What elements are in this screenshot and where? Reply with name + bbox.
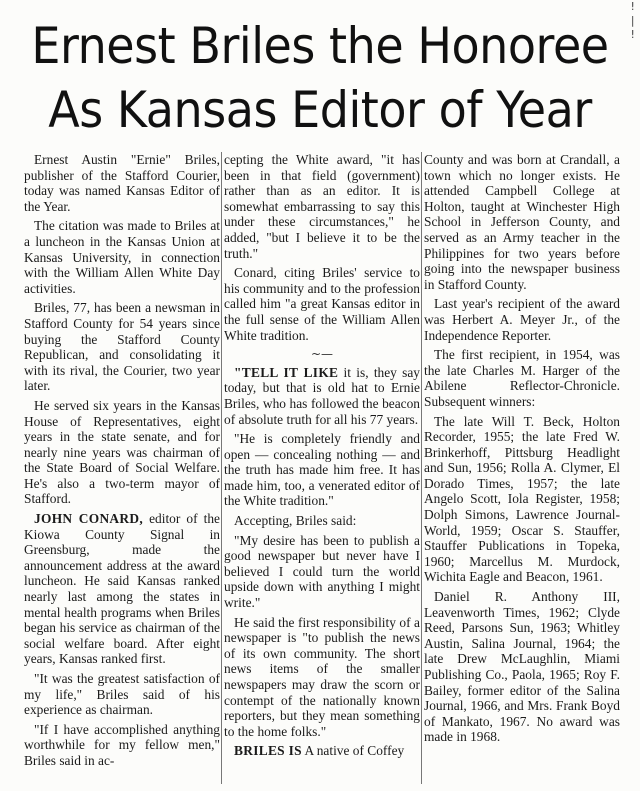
column-rule-2 [421, 152, 422, 784]
paragraph: County and was born at Crandall, a town which no longer exists. He attended Campbell College at Holton, taught at Winchester High School in Jefferson County, and served as an Army teacher in the Philippines for two years before going into the newspaper business in Stafford County. [424, 152, 620, 292]
paragraph: Daniel R. Anthony III, Leavenworth Times, 1962; Clyde Reed, Parsons Sun, 1963; Whitley Austin, Salina Journal, 1964; the late Drew McLaughlin, Miami Publishing Co., Paola, 1965; Roy F. Bailey, former editor of the Salina Journal, 1966, and Mrs. Frank Boyd of Mankato, 1967. No award was made in 1968. [424, 589, 620, 745]
paragraph [24, 511, 220, 667]
subhead-lead: BRILES IS [234, 743, 302, 759]
paragraph: Ernest Austin "Ernie" Briles, publisher of the Stafford Courier, today was named Kansas Editor of the Year. [24, 152, 220, 214]
paragraph-text: it is, they say today, but that is old hat to Ernie Briles, who has followed the beacon of absolute truth for all his 77 years. [224, 364, 420, 427]
paragraph: He said the first responsibility of a newspaper is "to publish the news of its own community. The short news items of the smaller newspapers may draw the scorn or contempt of the nationally known reporters, but they mean something to the home folks." [224, 614, 420, 739]
paragraph: Accepting, Briles said: [234, 513, 357, 529]
column-rule-1 [221, 152, 222, 784]
paragraph-text: editor of the Kiowa County Signal in Greensburg, made the announcement address at the award luncheon. He said Kansas ranked nearly last among the states in mental health programs when Briles began his service as chairman of the social welfare board. After eight years, Kansas ranked first. [24, 511, 220, 667]
paragraph: "It was the greatest satisfaction of my life," Briles said of his experience as chairman. [24, 671, 220, 718]
headline-line-1: Ernest Briles the Honoree [31, 17, 609, 75]
paragraph: The late Will T. Beck, Holton Recorder, 1955; the late Fred W. Brinkerhoff, Pittsburg Headlight and Sun, 1956; Rolla A. Clymer, El Dorado Times, 1957; the late Angelo Scott, Iola Register, 1958; Dolph Simons, Lawrence Journal-World, 1959; Oscar S. Stauffer, Stauffer Publications in Topeka, 1960; Marcellus M. Murdock, Wichita Eagle and Beacon, 1961. [424, 413, 620, 585]
paragraph: cepting the White award, "it has been in that field (government) rather than as an editor. It is somewhat embarrassing to say this under these circumstances," he added, "but I believe it to be the truth." [224, 152, 420, 261]
subhead-lead: "TELL IT LIKE [234, 364, 339, 380]
section-break-mark: ~— [310, 347, 334, 362]
margin-marks: ! | ! [629, 0, 636, 41]
paragraph: The first recipient, in 1954, was the late Charles M. Harger of the Abilene Reflector-Chronicle. Subsequent winners: [424, 347, 620, 409]
paragraph: Conard, citing Briles' service to his community and to the profession called him "a great Kansas editor in the full sense of the William Allen White tradition. [224, 265, 420, 343]
headline-line-2: As Kansas Editor of Year [48, 81, 592, 139]
paragraph: "He is completely friendly and open — concealing nothing — and the truth has made him free. It has made him, too, a venerated editor of the White tradition." [224, 431, 420, 509]
paragraph [224, 365, 420, 427]
paragraph: "My desire has been to publish a good newspaper but never have I believed I could turn the world upside down with anything I might write." [224, 532, 420, 611]
paragraph: He served six years in the Kansas House of Representatives, eight years in the state senate, and for nearly nine years was chairman of the State Board of Social Welfare. He's also a two-term mayor of Stafford. [24, 397, 220, 507]
paragraph: The citation was made to Briles at a luncheon in the Kansas Union at Kansas University, in connection with the William Allen White Day activities. [24, 218, 220, 296]
article-column-1 [24, 152, 220, 773]
paragraph: Last year's recipient of the award was Herbert A. Meyer Jr., of the Independence Reporter. [424, 296, 620, 343]
article-column-2 [224, 152, 420, 763]
paragraph: Briles, 77, has been a newsman in Stafford County for 54 years since buying the Stafford County Republican, and consolidating it with its rival, the Courier, two year later. [24, 300, 220, 394]
subhead-lead: JOHN CONARD, [34, 511, 143, 527]
paragraph [224, 743, 420, 759]
article-column-3 [424, 152, 620, 749]
paragraph: "If I have accomplished anything worthwhile for my fellow men," Briles said in ac- [24, 721, 220, 768]
paragraph-text: A native of Coffey [301, 743, 405, 759]
